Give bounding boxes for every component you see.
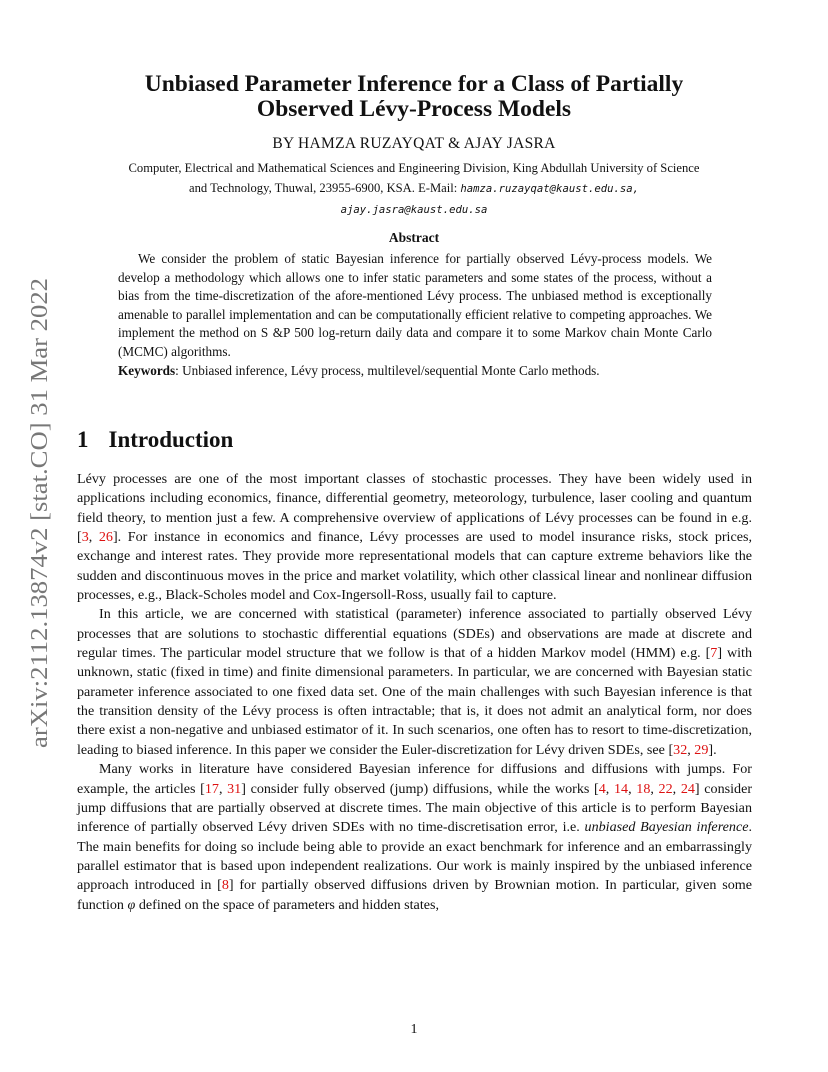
body-text [77, 470, 752, 915]
paragraph-1 [77, 470, 752, 605]
citation-link[interactable]: 29 [694, 741, 709, 758]
p3-text-f: ] for partially observed diffusions driven by Brownian motion. In particular, given some function [77, 877, 752, 913]
affiliation [70, 158, 758, 220]
affiliation-line-2 [70, 178, 758, 199]
citation-link[interactable]: 8 [221, 877, 229, 894]
affiliation-line-2-text: and Technology, Thuwal, 23955-6900, KSA. E-Mail: [189, 181, 458, 195]
citation-link[interactable]: 24 [680, 780, 695, 797]
affiliation-line-1: Computer, Electrical and Mathematical Sciences and Engineering Division, King Abdullah University of Science [128, 161, 700, 175]
p1-text-b: , [88, 529, 99, 546]
citation-link[interactable]: 17 [204, 780, 219, 797]
abstract [118, 250, 712, 380]
citation-link[interactable]: 14 [613, 780, 629, 797]
citation-link[interactable]: 26 [98, 529, 113, 546]
abstract-heading: Abstract [388, 230, 440, 245]
title-line-2: Observed Lévy-Process Models [256, 96, 572, 122]
p3-text-g: defined on the space of parameters and hidden states, [135, 896, 439, 913]
phi-symbol: φ [127, 896, 136, 913]
affiliation-line-3 [70, 199, 758, 220]
arxiv-stamp [14, 278, 56, 748]
keywords-label: Keywords [118, 362, 176, 378]
p3-text-b: , [218, 780, 228, 797]
p3-text-c: ] consider fully observed (jump) diffusions, while the works [ [241, 780, 599, 797]
paper-title [0, 72, 828, 122]
keywords-text: : Unbiased inference, Lévy process, multilevel/sequential Monte Carlo methods. [175, 362, 600, 378]
section-number: 1 [77, 427, 89, 452]
p3-sep: , [650, 780, 659, 797]
email-2[interactable]: ajay.jasra@kaust.edu.sa [340, 204, 488, 216]
citation-link[interactable]: 4 [598, 780, 606, 797]
citation-link[interactable]: 32 [673, 741, 688, 758]
p2-text-d: ]. [708, 741, 717, 758]
p3-emphasis: unbiased Bayesian inference [584, 819, 749, 836]
paragraph-3 [77, 760, 752, 915]
citation-link[interactable]: 3 [81, 529, 89, 546]
section-heading [77, 427, 233, 453]
p3-sep: , [672, 780, 681, 797]
p3-sep: , [628, 780, 637, 797]
p3-text-e: . The main benefits for doing so include being able to provide an exact benchmark for inference and an embarrassingly parallel estimator that is based upon independent realizations. Our work is mainly inspired by the unbiased inference approach introduced in [ [77, 819, 752, 894]
citation-link[interactable]: 18 [636, 780, 651, 797]
p1-text-c: ]. For instance in economics and finance, Lévy processes are used to model insurance risks, stock prices, exchange and interest rates. They provide more representational models that can capture extreme behaviors like the sudden and discontinuous moves in the price and market volatility, which other classical linear and nonlinear diffusion processes, e.g., Black-Scholes model and Cox-Ingersoll-Ross, usually fail to capture. [77, 529, 752, 604]
p1-text-a: Lévy processes are one of the most important classes of stochastic processes. They have been widely used in applications including economics, finance, differential geometry, meteorology, turbulence, laser cooling and quantum field theory, to mention just a few. A comprehensive overview of applications of Lévy processes can be found in e.g. [ [77, 471, 752, 546]
paragraph-2 [77, 605, 752, 760]
email-1[interactable]: hamza.ruzayqat@kaust.edu.sa, [460, 183, 639, 195]
keywords [118, 362, 712, 381]
page-number: 1 [410, 1022, 418, 1037]
citation-link[interactable]: 22 [658, 780, 673, 797]
citation-link[interactable]: 31 [227, 780, 242, 797]
abstract-text: We consider the problem of static Bayesian inference for partially observed Lévy-process models. We develop a methodology which allows one to infer static parameters and some states of the process, without a bias from the time-discretization of the afore-mentioned Lévy process. The unbiased method is exceptionally amenable to parallel implementation and can be computationally efficient relative to competing approaches. We implement the method on S &P 500 log-return daily data and compare it to some Markov chain Monte Carlo (MCMC) algorithms. [118, 251, 712, 359]
p3-text-d: ] consider jump diffusions that are partially observed at discrete times. The main objective of this article is to perform Bayesian inference of partially observed Lévy driven SDEs with no time-discretisation error, i.e. [77, 780, 753, 836]
p3-text-a: Many works in literature have considered Bayesian inference for diffusions and diffusions with jumps. For example, the articles [ [77, 761, 752, 797]
author-line: BY HAMZA RUZAYQAT & AJAY JASRA [272, 135, 556, 152]
p2-text-c: , [687, 741, 695, 758]
arxiv-stamp-text: arXiv:2112.13874v2 [stat.CO] 31 Mar 2022 [27, 324, 53, 748]
citation-link[interactable]: 7 [710, 645, 718, 662]
section-title: Introduction [108, 427, 234, 452]
p2-text-a: In this article, we are concerned with statistical (parameter) inference associated to partially observed Lévy processes that are solutions to stochastic differential equations (SDEs) and observations are made at discrete and regular times. The particular model structure that we follow is that of a hidden Markov model (HMM) e.g. [ [77, 606, 752, 662]
p3-sep: , [605, 780, 614, 797]
title-line-1: Unbiased Parameter Inference for a Class of Partially [144, 71, 684, 97]
p2-text-b: ] with unknown, static (fixed in time) and finite dimensional parameters. In particular, we are concerned with Bayesian static parameter inference associated to one fixed data set. One of the main challenges with such Bayesian inference is that the transition density of the Lévy process is often intractable; that is, it does not admit an analytical form, nor does there exist a non-negative and unbiased estimator of it. In such scenarios, one often has to resort to time-discretization, leading to biased inference. In this paper we consider the Euler-discretization for Lévy driven SDEs, see [ [77, 645, 753, 758]
